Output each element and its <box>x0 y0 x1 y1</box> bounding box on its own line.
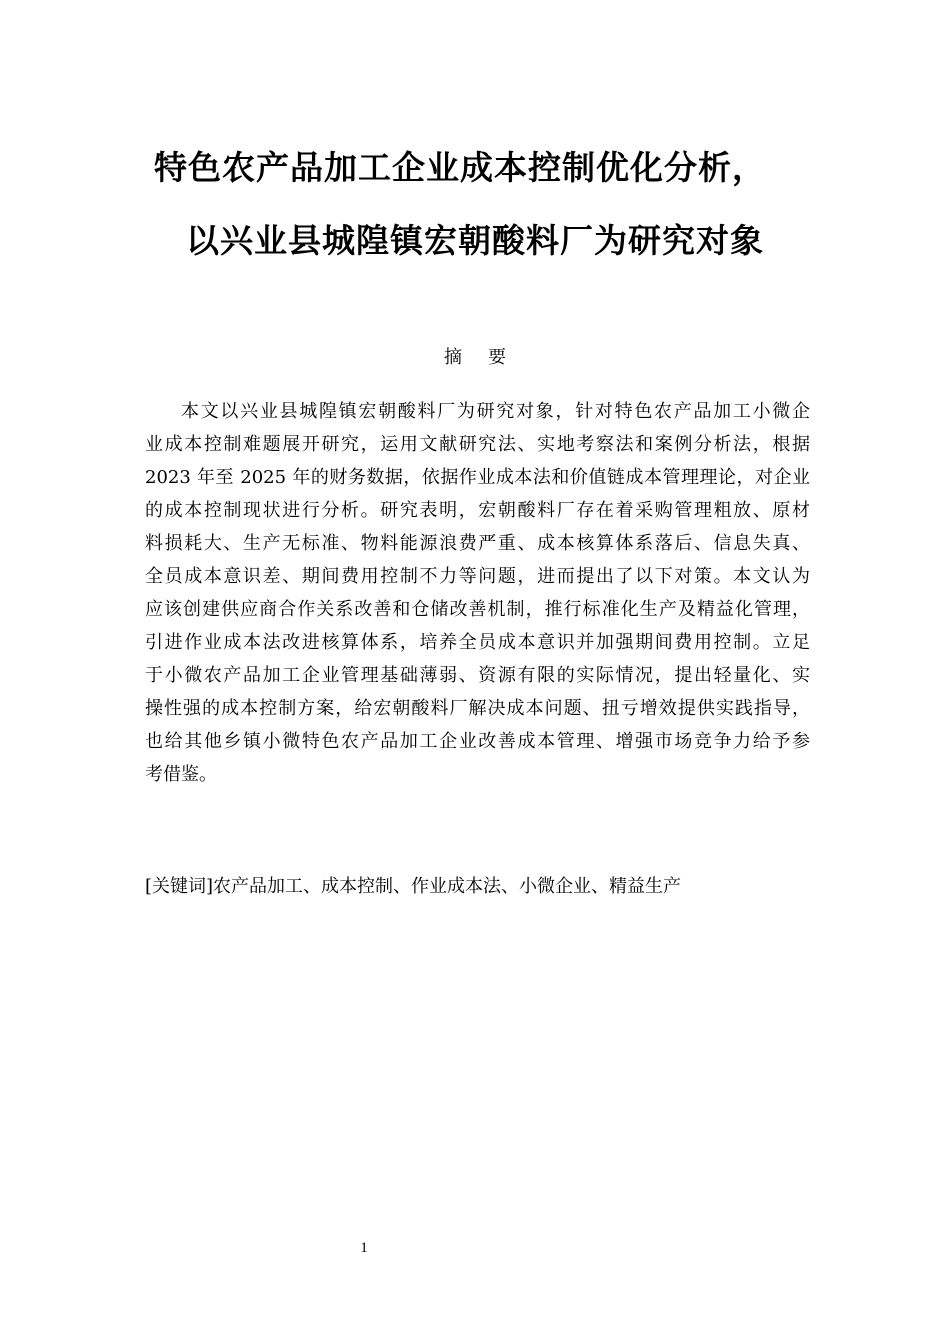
abstract-line: 的成本控制现状进行分析。研究表明，宏朝酸料厂存在着采购管理粗放、原材 <box>145 500 810 521</box>
abstract-heading: 摘要 <box>444 347 532 368</box>
abstract-line: 本文以兴业县城隍镇宏朝酸料厂为研究对象，针对特色农产品加工小微企 <box>181 401 810 422</box>
abstract-line: 引进作业成本法改进核算体系，培养全员成本意识并加强期间费用控制。立足 <box>145 632 810 653</box>
abstract-line: 也给其他乡镇小微特色农产品加工企业改善成本管理、增强市场竞争力给予参 <box>145 731 810 752</box>
abstract-line: 应该创建供应商合作关系改善和仓储改善机制，推行标准化生产及精益化管理， <box>145 599 810 620</box>
title-line-1: 特色农产品加工企业成本控制优化分析， <box>154 148 766 187</box>
abstract-line: 操性强的成本控制方案，给宏朝酸料厂解决成本问题、扭亏增效提供实践指导， <box>145 698 810 719</box>
page-number: 1 <box>360 1240 368 1256</box>
title-line-2: 以兴业县城隍镇宏朝酸料厂为研究对象 <box>186 221 764 260</box>
abstract-line: 全员成本意识差、期间费用控制不力等问题，进而提出了以下对策。本文认为 <box>145 566 810 587</box>
abstract-line: 2023 年至 2025 年的财务数据，依据作业成本法和价值链成本管理理论，对企业 <box>145 467 810 488</box>
abstract-line: 料损耗大、生产无标准、物料能源浪费严重、成本核算体系落后、信息失真、 <box>145 533 810 554</box>
abstract-line: 考借鉴。 <box>145 764 217 785</box>
keywords: [关键词]农产品加工、成本控制、作业成本法、小微企业、精益生产 <box>145 876 682 897</box>
abstract-body <box>145 395 810 791</box>
abstract-line: 业成本控制难题展开研究，运用文献研究法、实地考察法和案例分析法，根据 <box>145 434 810 455</box>
abstract-line: 于小微农产品加工企业管理基础薄弱、资源有限的实际情况，提出轻量化、实 <box>145 665 810 686</box>
